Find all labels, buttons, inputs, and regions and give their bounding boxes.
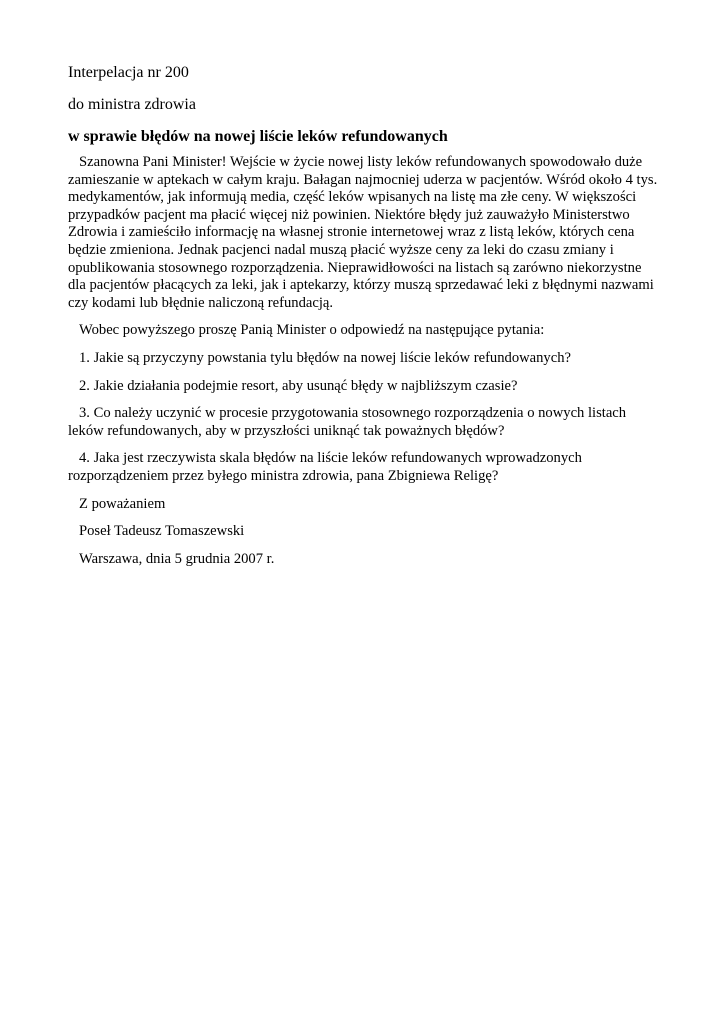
- document-page: [68, 62, 658, 578]
- question-4: 4. Jaka jest rzeczywista skala błędów na liście leków refundowanych wprowadzonych rozporządzeniem przez byłego ministra zdrowia, pana Zbigniewa Religę?: [68, 450, 582, 484]
- question-1: 1. Jakie są przyczyny powstania tylu błędów na nowej liście leków refundowanych?: [79, 349, 571, 366]
- document-title: Interpelacja nr 200: [68, 64, 189, 81]
- body-paragraph: Szanowna Pani Minister! Wejście w życie nowej listy leków refundowanych spowodowało duże zamieszanie w aptekach w całym kraju. Bałagan najmocniej uderza w pacjentów. Wśród około 4 tys. medykamentów, jak informują media, część leków wpisanych na listę ma złe ceny. W większości przypadków pacjent ma płacić więcej niż powinien. Niektóre błędy już zauważyło Ministerstwo Zdrowia i zamieściło informację na własnej stronie internetowej wraz z listą leków, których cena będzie zmieniona. Jednak pacjenci nadal muszą płacić wyższe ceny za leki do czasu zmiany i opublikowania stosownego rozporządzenia. Nieprawidłowości na listach są zarówno niekorzystne dla pacjentów płacących za leki, jak i aptekarzy, którzy muszą sprzedawać leki z błędnymi nazwami czy kodami lub błędnie naliczoną refundacją.: [68, 154, 658, 311]
- intro-question-paragraph: Wobec powyższego proszę Panią Minister o odpowiedź na następujące pytania:: [79, 322, 545, 339]
- closing-line: Z poważaniem: [79, 495, 166, 512]
- signature-line: Poseł Tadeusz Tomaszewski: [79, 523, 245, 540]
- question-2: 2. Jakie działania podejmie resort, aby usunąć błędy w najbliższym czasie?: [79, 377, 518, 394]
- date-line: Warszawa, dnia 5 grudnia 2007 r.: [79, 550, 275, 567]
- document-subject: w sprawie błędów na nowej liście leków refundowanych: [68, 128, 448, 145]
- question-3: 3. Co należy uczynić w procesie przygotowania stosownego rozporządzenia o nowych listach leków refundowanych, aby w przyszłości uniknąć tak poważnych błędów?: [68, 405, 627, 439]
- document-recipient: do ministra zdrowia: [68, 96, 196, 113]
